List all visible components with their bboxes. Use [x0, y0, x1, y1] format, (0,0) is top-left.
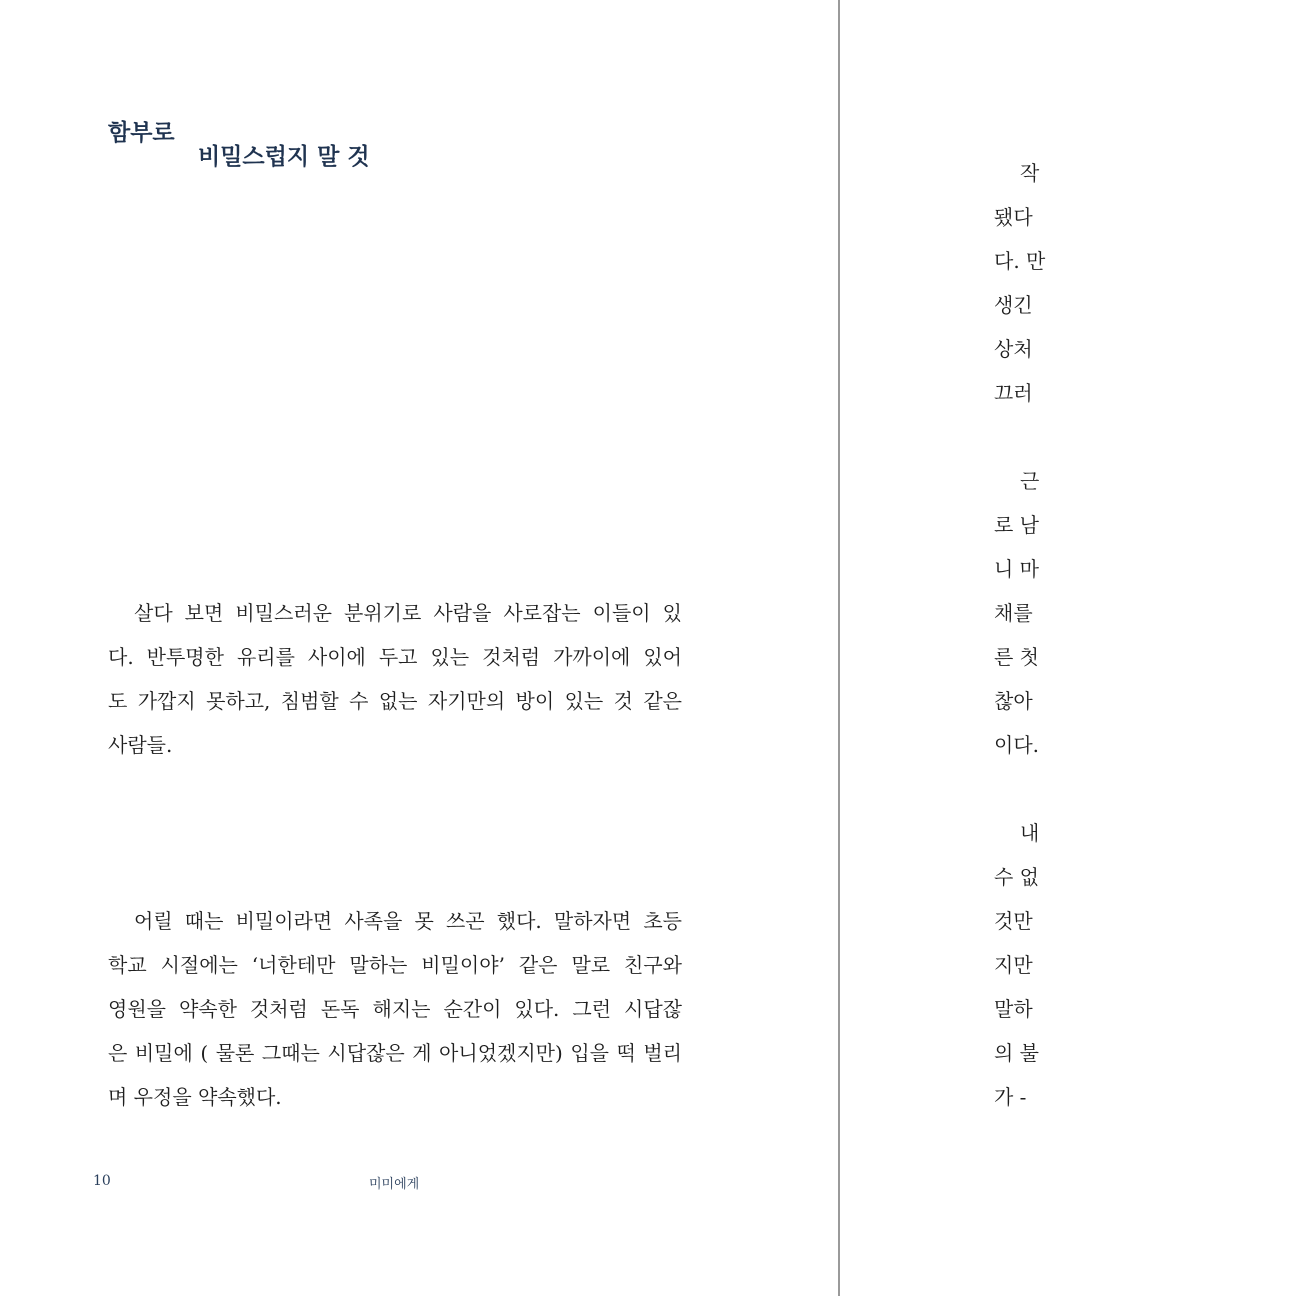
text-line: 가 -	[994, 1085, 1027, 1109]
text-line: 작	[1020, 161, 1040, 185]
chapter-title-line-2: 비밀스럽지 말 것	[198, 143, 370, 170]
text-line: 내	[1020, 821, 1040, 845]
text-line: 도 가깝지 못하고, 침범할 수 없는 자기만의 방이 있는 것 같은	[108, 689, 682, 713]
body-paragraph-2	[108, 899, 682, 1119]
text-line: 찮아	[994, 689, 1033, 713]
body-paragraph-1	[108, 591, 682, 767]
text-line: 생긴	[994, 293, 1033, 317]
text-line: 수 없	[994, 865, 1039, 889]
text-line: 다. 만	[994, 249, 1046, 273]
text-line: 며 우정을 약속했다.	[108, 1085, 282, 1109]
chapter-title-line-1: 함부로	[108, 119, 175, 146]
text-line: 됐다	[994, 205, 1033, 229]
text-line: 상처	[994, 337, 1033, 361]
text-line: 것만	[994, 909, 1033, 933]
text-line: 은 비밀에 ( 물론 그때는 시답잖은 게 아니었겠지만) 입을 떡 벌리	[108, 1041, 682, 1065]
text-line: 어릴 때는 비밀이라면 사족을 못 쓰곤 했다. 말하자면 초등	[134, 909, 682, 933]
text-line: 살다 보면 비밀스러운 분위기로 사람을 사로잡는 이들이 있	[134, 601, 682, 625]
text-line: 말하	[994, 997, 1033, 1021]
text-line: 끄러	[994, 381, 1033, 405]
text-line: 니 마	[994, 557, 1039, 581]
text-line: 사람들.	[108, 733, 173, 757]
text-line: 이다.	[994, 733, 1039, 757]
text-line: 학교 시절에는 ‘너한테만 말하는 비밀이야’ 같은 말로 친구와	[108, 953, 682, 977]
text-line: 른 첫	[994, 645, 1039, 669]
text-line: 영원을 약속한 것처럼 돈독 해지는 순간이 있다. 그런 시답잖	[108, 997, 682, 1021]
right-page	[840, 0, 1046, 1296]
text-line: 근	[1020, 469, 1040, 493]
page-number: 10	[93, 1173, 111, 1189]
text-line: 로 남	[994, 513, 1039, 537]
text-line: 채를	[994, 601, 1033, 625]
text-line: 다. 반투명한 유리를 사이에 두고 있는 것처럼 가까이에 있어	[108, 645, 682, 669]
running-title: 미미에게	[369, 1177, 420, 1192]
text-line: 의 불	[994, 1041, 1039, 1065]
paragraph-gap	[994, 767, 1294, 811]
paragraph-gap	[994, 415, 1294, 459]
right-page-text	[994, 151, 1294, 1119]
text-line: 지만	[994, 953, 1033, 977]
